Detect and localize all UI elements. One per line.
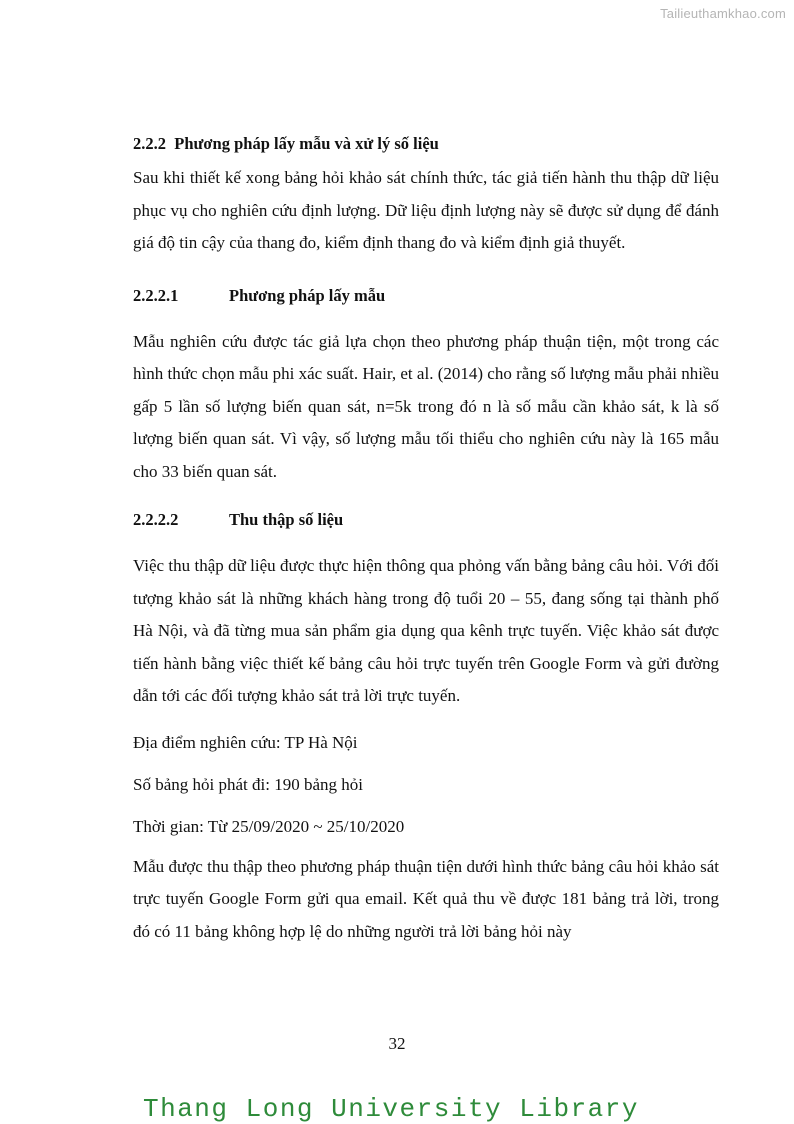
paragraph-data-collection: Việc thu thập dữ liệu được thực hiện thông qua phỏng vấn bằng bảng câu hỏi. Với đối tượng khảo sát là những khách hàng trong độ tuổi 20 – 55, đang sống tại thành phố Hà Nội, và đã từng mua sản phẩm gia dụng qua kênh trực tuyến. Việc khảo sát được tiến hành bằng việc thiết kế bảng câu hỏi trực tuyến trên Google Form và gửi đường dẫn tới các đối tượng khảo sát trả lời trực tuyến. <box>133 556 719 705</box>
paragraph-intro: Sau khi thiết kế xong bảng hỏi khảo sát chính thức, tác giả tiến hành thu thập dữ liệu phục vụ cho nghiên cứu định lượng. Dữ liệu định lượng này sẽ được sử dụng để đánh giá độ tin cậy của thang đo, kiểm định thang đo và kiểm định giả thuyết. <box>133 168 719 252</box>
document-body <box>133 132 719 948</box>
section-heading-2-2-2-1 <box>133 284 719 308</box>
library-footer: Thang Long University Library <box>143 1094 639 1124</box>
page-number: 32 <box>388 1034 406 1053</box>
survey-time: Thời gian: Từ 25/09/2020 ~ 25/10/2020 <box>133 816 405 836</box>
section-heading-2-2-2-2 <box>133 508 719 532</box>
section-title: Phương pháp lấy mẫu và xử lý số liệu <box>174 134 439 153</box>
section-heading-2-2-2 <box>133 132 719 156</box>
section-number: 2.2.2.1 <box>133 285 179 305</box>
section-number: 2.2.2.2 <box>133 510 179 529</box>
paragraph-results: Mẫu được thu thập theo phương pháp thuận tiện dưới hình thức bảng câu hỏi khảo sát trực tuyến Google Form gửi qua email. Kết quả thu về được 181 bảng trả lời, trong đó có 11 bảng không hợp lệ do những người trả lời bảng hỏi này <box>133 856 719 941</box>
section-title: Thu thập số liệu <box>229 510 344 529</box>
paragraph-sampling: Mẫu nghiên cứu được tác giả lựa chọn theo phương pháp thuận tiện, một trong các hình thức chọn mẫu phi xác suất. Hair, et al. (2014) cho rằng số lượng mẫu phải nhiều gấp 5 lần số lượng biến quan sát, n=5k trong đó n là số mẫu cần khảo sát, k là số lượng biến quan sát. Vì vậy, số lượng mẫu tối thiểu cho nghiên cứu này là 165 mẫu cho 33 biến quan sát. <box>133 331 719 481</box>
surveys-sent: Số bảng hỏi phát đi: 190 bảng hỏi <box>133 774 363 794</box>
research-location: Địa điểm nghiên cứu: TP Hà Nội <box>133 732 358 752</box>
section-title: Phương pháp lấy mẫu <box>229 285 386 305</box>
watermark-text: Tailieuthamkhao.com <box>660 6 786 21</box>
section-number: 2.2.2 <box>133 134 166 153</box>
